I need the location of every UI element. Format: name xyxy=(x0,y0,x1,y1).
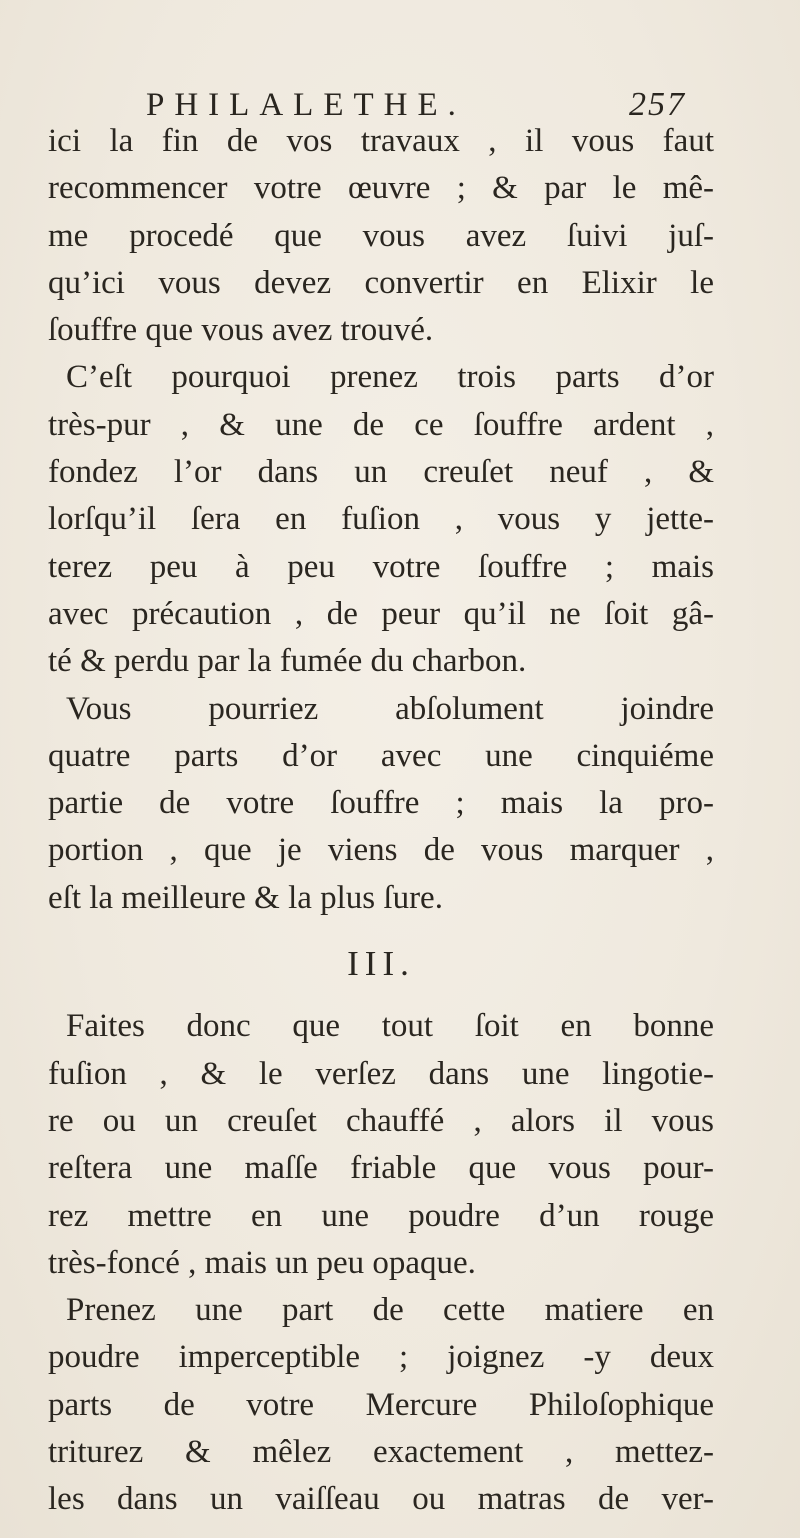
text-line: Faites donc que tout ſoit en bonne xyxy=(66,1008,714,1045)
text-line: rez mettre en une poudre d’un rouge xyxy=(48,1197,714,1234)
text-line: terez peu à peu votre ſouffre ; mais xyxy=(48,548,714,585)
paragraph xyxy=(48,354,714,685)
text-line: très-pur , & une de ce ſouffre ardent , xyxy=(48,406,714,443)
paragraph xyxy=(48,1003,714,1287)
text-line: re ou un creuſet chauffé , alors il vous xyxy=(48,1102,714,1139)
text-line: parts de votre Mercure Philoſophique xyxy=(48,1386,714,1423)
text-line: partie de votre ſouffre ; mais la pro- xyxy=(48,785,714,822)
text-line: avec précaution , de peur qu’il ne ſoit gâ- xyxy=(48,595,714,632)
text-line: recommencer votre œuvre ; & par le mê- xyxy=(48,170,714,207)
body-text xyxy=(48,118,714,1524)
text-line: lorſqu’il ſera en fuſion , vous y jette- xyxy=(48,501,714,538)
text-line: triturez & mêlez exactement , mettez- xyxy=(48,1434,714,1471)
text-line: portion , que je viens de vous marquer , xyxy=(48,832,714,869)
paragraph xyxy=(48,118,714,354)
text-line: me procedé que vous avez ſuivi juſ- xyxy=(48,217,714,254)
text-line: Vous pourriez abſolument joindre xyxy=(66,690,714,727)
text-line: les dans un vaiſſeau ou matras de ver- xyxy=(48,1481,714,1518)
text-line: poudre imperceptible ; joignez -y deux xyxy=(48,1339,714,1376)
text-line: té & perdu par la fumée du charbon. xyxy=(48,643,527,680)
running-title: PHILALETHE. xyxy=(146,87,466,123)
paragraph xyxy=(48,1287,714,1523)
text-line: eſt la meilleure & la plus ſure. xyxy=(48,879,443,916)
text-line: quatre parts d’or avec une cinquiéme xyxy=(48,737,714,774)
text-line: ici la fin de vos travaux , il vous faut xyxy=(48,123,714,159)
text-line: fondez l’or dans un creuſet neuf , & xyxy=(48,454,714,491)
section-heading: III. xyxy=(347,944,415,984)
text-line: ſouffre que vous avez trouvé. xyxy=(48,312,434,349)
text-line: Prenez une part de cette matiere en xyxy=(66,1292,714,1329)
page-number: 257 xyxy=(629,86,686,123)
text-line: fuſion , & le verſez dans une lingotie- xyxy=(48,1055,714,1092)
text-line: très-foncé , mais un peu opaque. xyxy=(48,1244,476,1281)
text-line: reſtera une maſſe friable que vous pour- xyxy=(48,1150,714,1187)
paragraph xyxy=(48,686,714,922)
text-line: C’eſt pourquoi prenez trois parts d’or xyxy=(66,359,714,396)
text-line: qu’ici vous devez convertir en Elixir le xyxy=(48,264,714,301)
